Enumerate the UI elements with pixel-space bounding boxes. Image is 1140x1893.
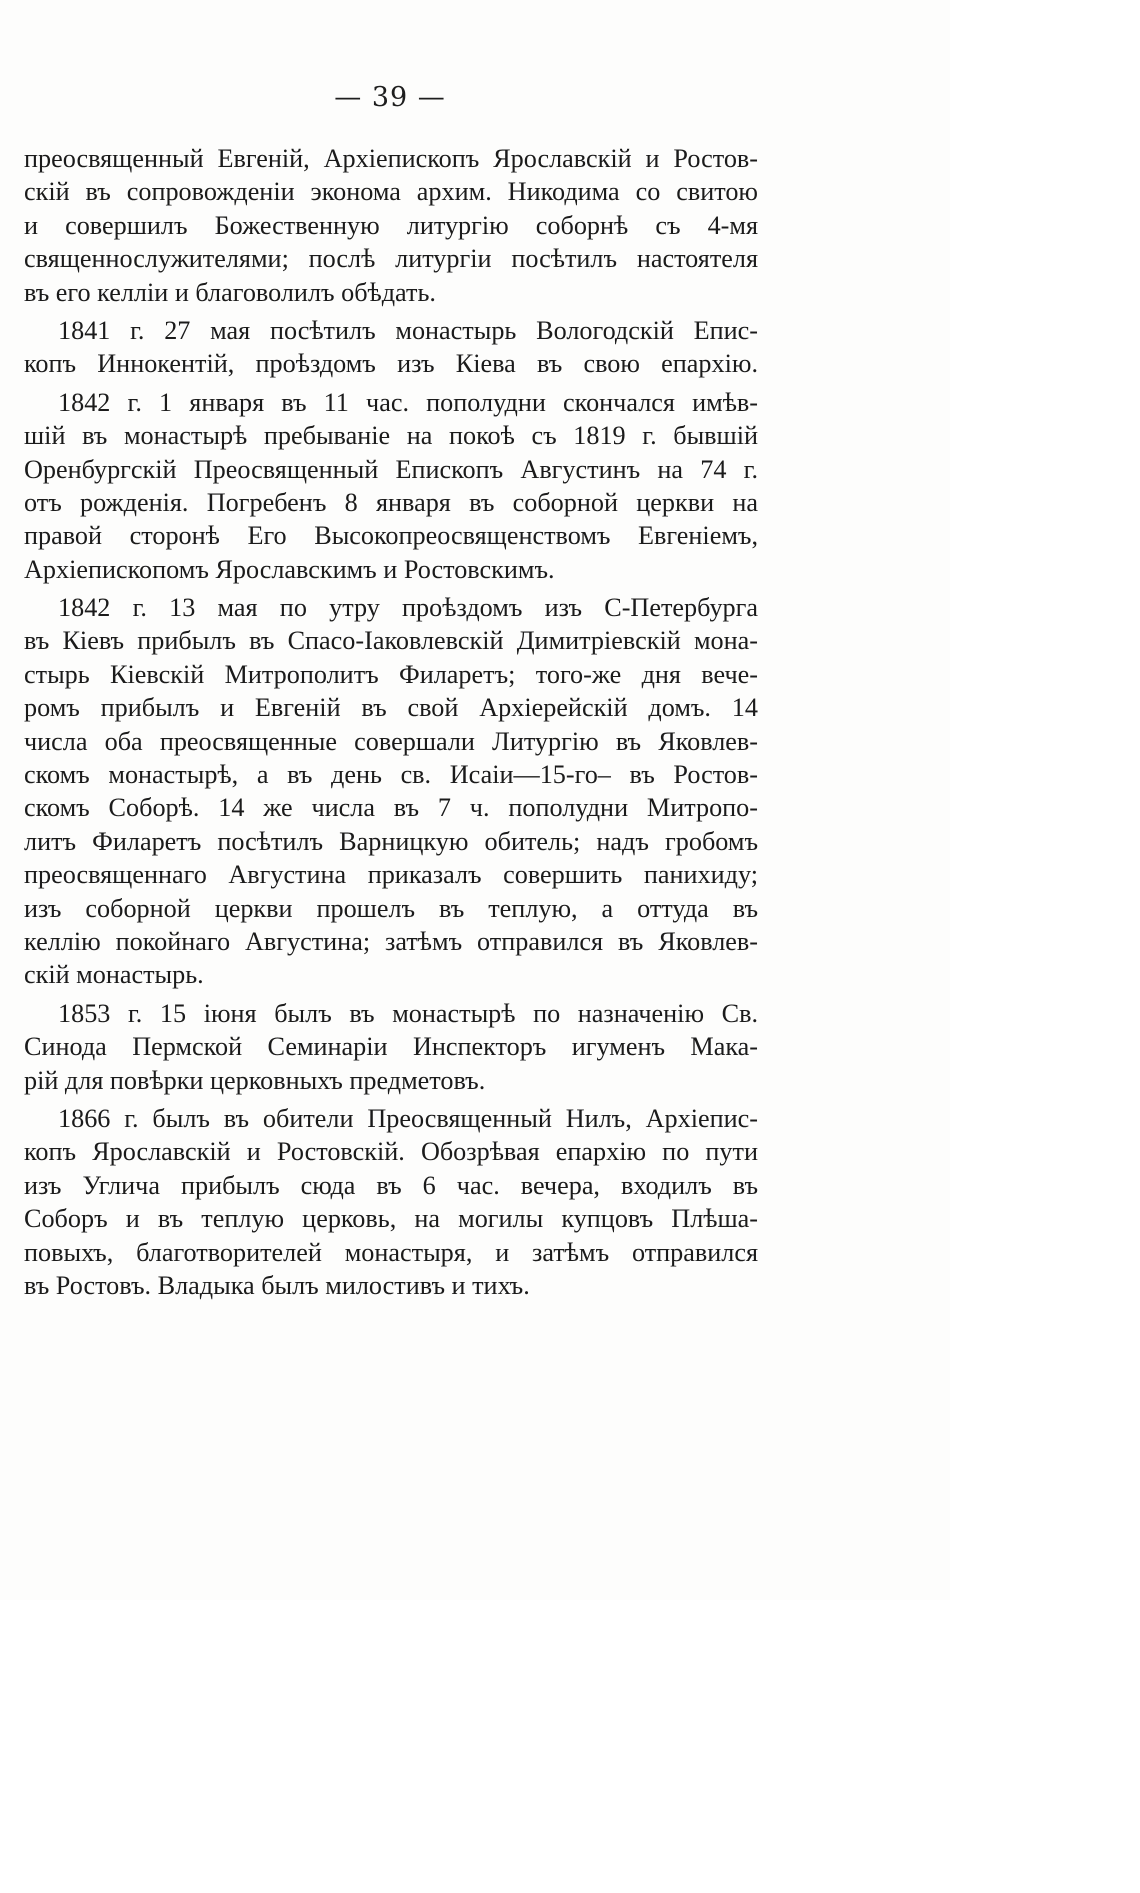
text-line: въ Ростовъ. Владыка былъ милостивъ и тихъ. <box>24 1270 530 1300</box>
text-line: въ его келліи и благоволилъ обѣдать. <box>24 277 436 307</box>
text-line: 1842 г. 13 мая по утру проѣздомъ изъ С-Петербурга <box>58 593 758 623</box>
text-line: 1866 г. былъ въ обители Преосвященный Нилъ, Архіепис- <box>58 1103 758 1133</box>
text-line: Архіепископомъ Ярославскимъ и Ростовскимъ. <box>24 554 555 584</box>
text-line: отъ рожденія. Погребенъ 8 января въ соборной церкви на <box>24 487 758 517</box>
text-line: келлію покойнаго Августина; затѣмъ отправился въ Яковлев- <box>24 926 758 956</box>
text-line: преосвященный Евгеній, Архіепископъ Ярославскій и Ростов- <box>24 144 758 173</box>
text-line: изъ Углича прибылъ сюда въ 6 час. вечера, входилъ въ <box>24 1170 758 1200</box>
text-line: числа оба преосвященные совершали Литургію въ Яковлев- <box>24 726 758 756</box>
text-line: 1841 г. 27 мая посѣтилъ монастырь Вологодскій Епис- <box>58 315 758 345</box>
text-line: Оренбургскій Преосвященный Епископъ Августинъ на 74 г. <box>24 454 758 484</box>
text-line: рій для повѣрки церковныхъ предметовъ. <box>24 1065 486 1095</box>
text-line: стырь Кіевскій Митрополитъ Филаретъ; того-же дня вече- <box>24 659 758 689</box>
text-line: изъ соборной церкви прошелъ въ теплую, а оттуда въ <box>24 893 758 923</box>
text-line: и совершилъ Божественную литургію соборнѣ съ 4-мя <box>24 210 758 240</box>
page-number: — 39 — <box>334 82 446 113</box>
text-line: скій монастырь. <box>24 960 204 990</box>
text-line: скомъ монастырѣ, а въ день св. Исаіи—15-го– въ Ростов- <box>24 760 758 790</box>
text-line: 1842 г. 1 января въ 11 час. пополудни скончался имѣв- <box>58 387 758 417</box>
text-line: священнослужителями; послѣ литургіи посѣтилъ настоятеля <box>24 244 758 274</box>
text-line: преосвященнаго Августина приказалъ совершить панихиду; <box>24 860 758 890</box>
text-line: копъ Ярославскій и Ростовскій. Обозрѣвая епархію по пути <box>24 1137 758 1167</box>
paragraph <box>24 314 758 381</box>
text-line: Соборъ и въ теплую церковь, на могилы купцовъ Плѣша- <box>24 1204 758 1234</box>
paragraph <box>24 386 758 586</box>
text-line: литъ Филаретъ посѣтилъ Варницкую обитель; надъ гробомъ <box>24 826 758 856</box>
text-line: скій въ сопровожденіи эконома архим. Никодима со свитою <box>24 177 758 207</box>
text-line: ромъ прибылъ и Евгеній въ свой Архіерейскій домъ. 14 <box>24 693 758 723</box>
text-line: въ Кіевъ прибылъ въ Спасо-Іаковлевскій Димитріевскій мона- <box>24 626 758 656</box>
text-line: 1853 г. 15 іюня былъ въ монастырѣ по назначенію Св. <box>58 998 758 1028</box>
text-line: повыхъ, благотворителей монастыря, и затѣмъ отправился <box>24 1237 758 1267</box>
text-line: копъ Иннокентій, проѣздомъ изъ Кіева въ свою епархію. <box>24 349 758 379</box>
text-line: шій въ монастырѣ пребываніе на покоѣ съ 1819 г. бывшій <box>24 421 758 451</box>
paragraph <box>24 142 758 309</box>
paragraph <box>24 591 758 992</box>
text-line: скомъ Соборѣ. 14 же числа въ 7 ч. пополудни Митропо- <box>24 793 758 823</box>
body-text <box>24 142 758 1302</box>
text-line: правой сторонѣ Его Высокопреосвященствомъ Евгеніемъ, <box>24 521 758 551</box>
paragraph <box>24 1102 758 1302</box>
paragraph <box>24 997 758 1097</box>
text-line: Синода Пермской Семинаріи Инспекторъ игуменъ Мака- <box>24 1032 758 1062</box>
